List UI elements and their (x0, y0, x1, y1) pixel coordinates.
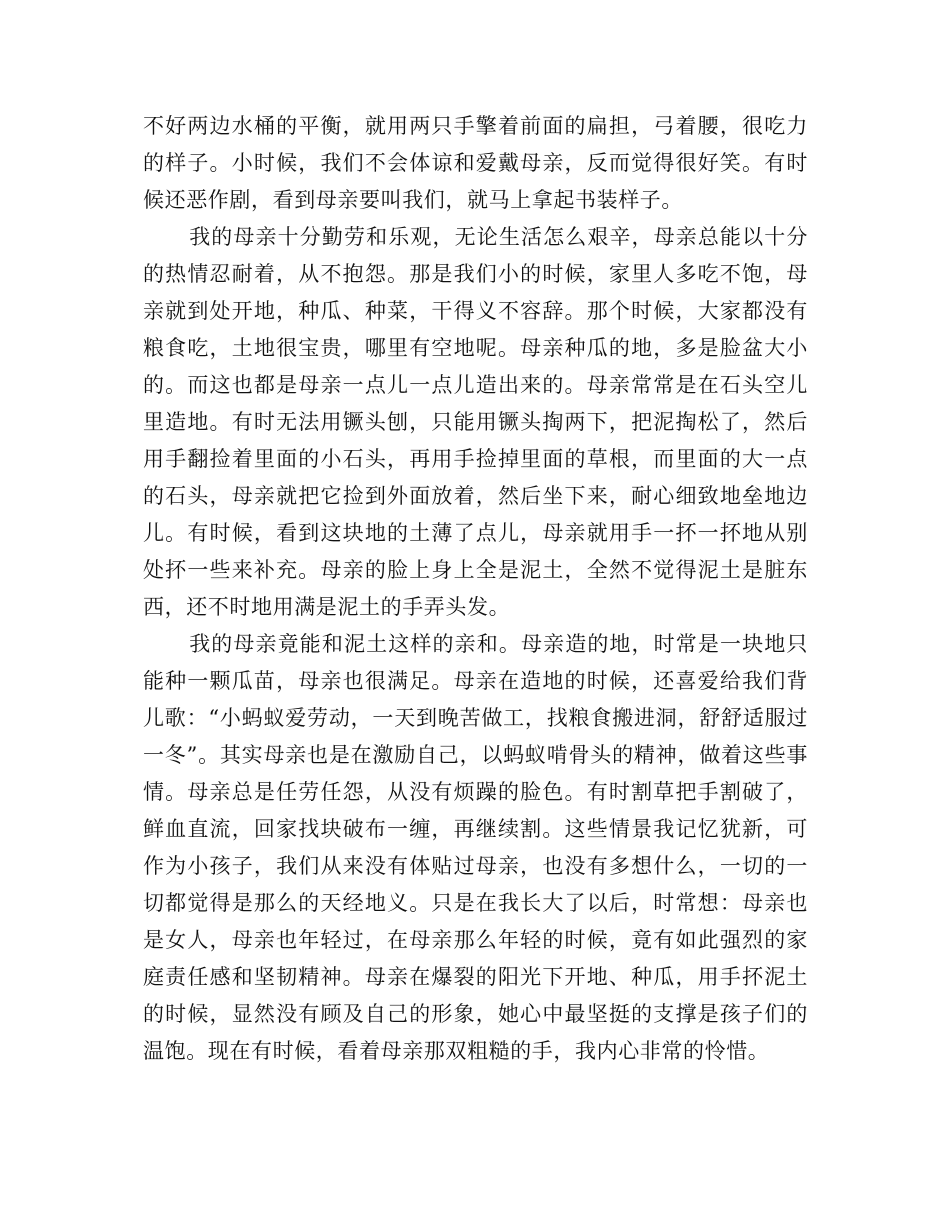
paragraph-1: 不好两边水桶的平衡，就用两只手擎着前面的扁担，弓着腰，很吃力的样子。小时候，我们不会体谅和爱戴母亲，反而觉得很好笑。有时候还恶作剧，看到母亲要叫我们，就马上拿起书装样子。 (143, 114, 808, 212)
paragraph-3: 我的母亲竟能和泥土这样的亲和。母亲造的地，时常是一块地只能种一颗瓜苗，母亲也很满足。母亲在造地的时候，还喜爱给我们背儿歌：“小蚂蚁爱劳动，一天到晚苦做工，找粮食搬进洞，舒舒适服过一冬”。其实母亲也是在激励自己，以蚂蚁啃骨头的精神，做着这些事情。母亲总是任劳任怨，从没有烦躁的脸色。有时割草把手割破了，鲜血直流，回家找块破布一缠，再继续割。这些情景我记忆犹新，可作为小孩子，我们从来没有体贴过母亲，也没有多想什么，一切的一切都觉得是那么的天经地义。只是在我长大了以后，时常想：母亲也是女人，母亲也年轻过，在母亲那么年轻的时候，竟有如此强烈的家庭责任感和坚韧精神。母亲在爆裂的阳光下开地、种瓜，用手抔泥土的时候，显然没有顾及自己的形象，她心中最坚挺的支撑是孩子们的温饱。现在有时候，看着母亲那双粗糙的手，我内心非常的怜惜。 (143, 632, 808, 1063)
document-body (143, 108, 808, 1070)
paragraph-2: 我的母亲十分勤劳和乐观，无论生活怎么艰辛，母亲总能以十分的热情忍耐着，从不抱怨。那是我们小的时候，家里人多吃不饱，母亲就到处开地，种瓜、种菜，干得义不容辞。那个时候，大家都没有粮食吃，土地很宝贵，哪里有空地呢。母亲种瓜的地，多是脸盆大小的。而这也都是母亲一点儿一点儿造出来的。母亲常常是在石头空儿里造地。有时无法用镢头刨，只能用镢头掏两下，把泥掏松了，然后用手翻捡着里面的小石头，再用手捡掉里面的草根，而里面的大一点的石头，母亲就把它捡到外面放着，然后坐下来，耐心细致地垒地边儿。有时候，看到这块地的土薄了点儿，母亲就用手一抔一抔地从别处抔一些来补充。母亲的脸上身上全是泥土，全然不觉得泥土是脏东西，还不时地用满是泥土的手弄头发。 (143, 225, 808, 619)
